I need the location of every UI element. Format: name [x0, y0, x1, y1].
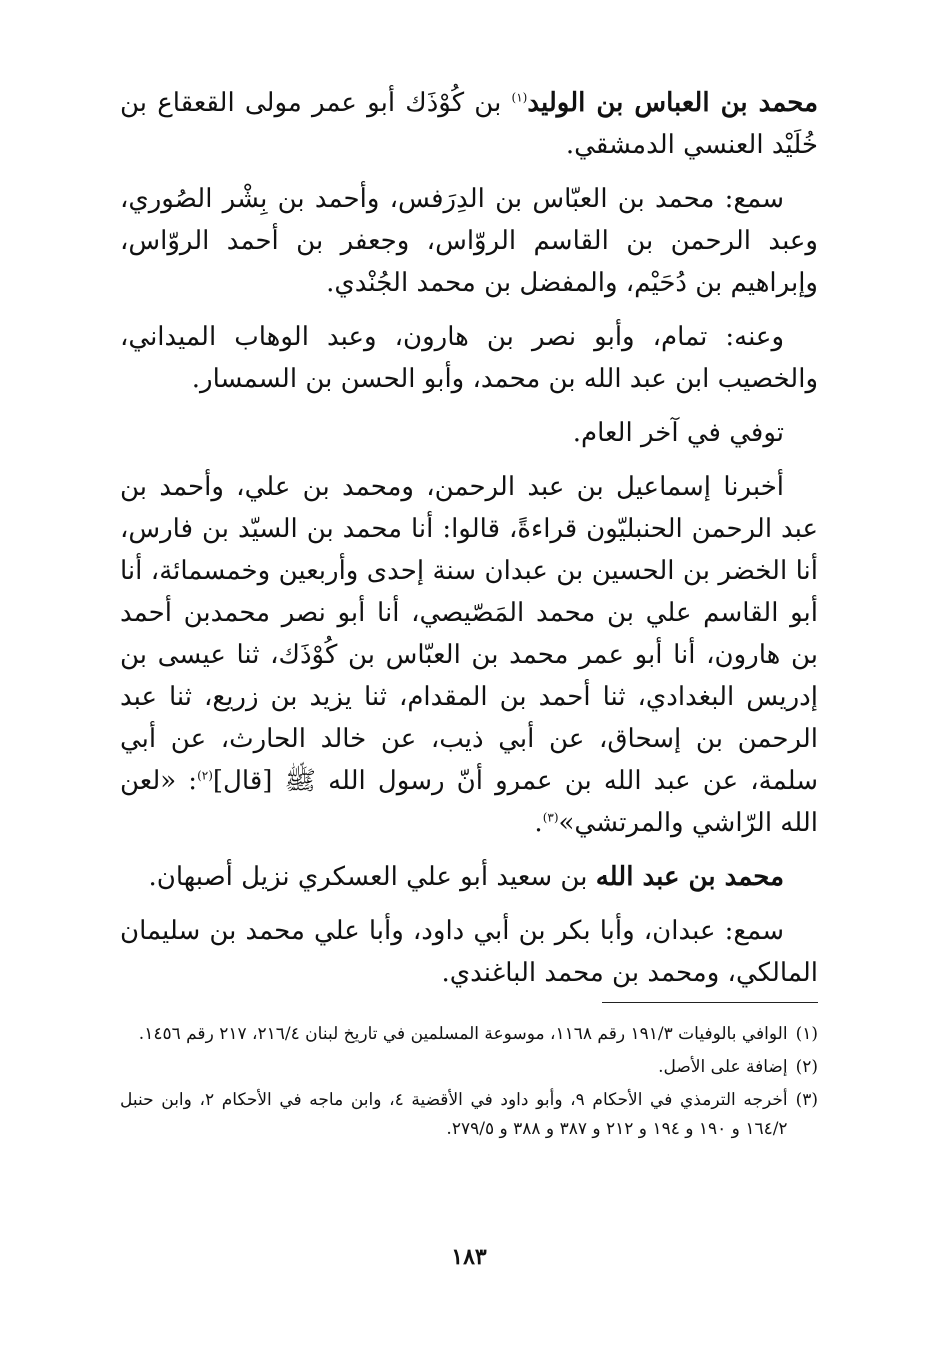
- death-paragraph: توفي في آخر العام.: [572, 418, 784, 448]
- footnote-ref: (١): [511, 90, 528, 105]
- footnotes: [120, 1020, 818, 1148]
- entry-header: [120, 82, 818, 166]
- narrators-paragraph: وعنه: تمام، وأبو نصر بن هارون، وعبد الوهاب الميداني، والخصيب ابن عبد الله بن محمد، وأبو الحسن بن السمسار.: [120, 322, 818, 394]
- entry-name: محمد بن العباس بن الوليد: [527, 88, 818, 118]
- footnote-number: (٢): [795, 1057, 818, 1077]
- hadith-text: : «لعن الله الرّاشي والمرتشي»: [120, 766, 818, 838]
- footnote-ref: (٣): [542, 810, 559, 825]
- footnote-text: إضافة على الأصل.: [658, 1057, 788, 1077]
- footnote: [120, 1020, 818, 1049]
- main-text: [120, 82, 818, 1006]
- footnote-ref: (٢): [197, 768, 213, 783]
- page-number: ١٨٣: [451, 1244, 487, 1270]
- footnote-text: الوافي بالوفيات ١٩١/٣ رقم ١١٦٨، موسوعة المسلمين في تاريخ لبنان ٢١٦/٤، ٢١٧ رقم ١٤٥٦.: [138, 1024, 788, 1044]
- footnote-divider: [602, 1002, 818, 1003]
- hadith-paragraph: [120, 466, 818, 844]
- footnote-number: (٣): [795, 1090, 818, 1110]
- footnote: [120, 1086, 818, 1144]
- footnote-number: (١): [795, 1024, 818, 1044]
- footnote-text: أخرجه الترمذي في الأحكام ٩، وأبو داود في الأقضية ٤، وابن ماجه في الأحكام ٢، وابن حنبل ١٦٤/٢ و ١٩٠ و ١٩٤ و ٢١٢ و ٣٨٧ و ٣٨٨ و ٢٧٩/٥.: [120, 1090, 788, 1139]
- heard-from-paragraph: سمع: محمد بن العبّاس بن الدِرَفس، وأحمد بن بِشْر الصُوري، وعبد الرحمن بن القاسم الروّاس، وجعفر بن أحمد الروّاس، وإبراهيم بن دُحَيْم، والمفضل بن محمد الجُنْدي.: [120, 184, 818, 298]
- entry-description: بن سعيد أبو علي العسكري نزيل أصبهان.: [148, 862, 596, 892]
- footnote: [120, 1053, 818, 1082]
- hadith-chain: أخبرنا إسماعيل بن عبد الرحمن، ومحمد بن علي، وأحمد بن عبد الرحمن الحنبليّون قراءةً، قالوا: أنا محمد بن السيّد بن فارس، أنا الخضر بن الحسين بن عبدان سنة إحدى وأربعين وخمسمائة، أنا أبو القاسم علي بن محمد المَصّيصي، أنا أبو نصر محمدبن أحمد بن هارون، أنا أبو عمر محمد بن العبّاس بن كُوْذَك، ثنا عيسى بن إدريس البغدادي، ثنا أحمد بن المقدام، ثنا يزيد بن زريع، ثنا عبد الرحمن بن إسحاق، عن أبي ذيب، عن خالد الحارث، عن أبي سلمة، عن عبد الله بن عمرو أنّ رسول الله ﷺ [قال]: [120, 472, 818, 796]
- entry-description: بن كُوْذَك أبو عمر مولى القعقاع بن خُلَيْد العنسي الدمشقي.: [120, 88, 818, 160]
- heard-from-paragraph: سمع: عبدان، وأبا بكر بن أبي داود، وأبا علي محمد بن سليمان المالكي، ومحمد بن محمد الباغندي.: [120, 916, 818, 988]
- entry-name: محمد بن عبد الله: [595, 862, 784, 892]
- entry-header: [120, 856, 818, 898]
- hadith-end: .: [534, 808, 543, 838]
